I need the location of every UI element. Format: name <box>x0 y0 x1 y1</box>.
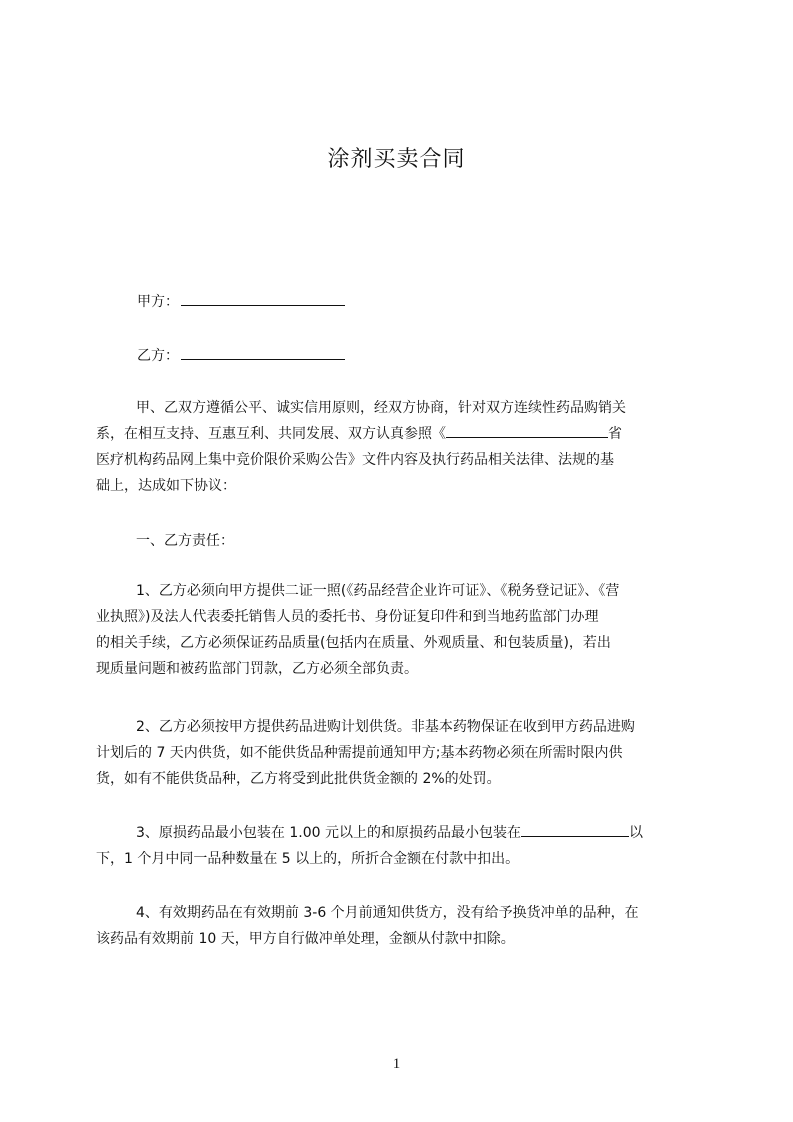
clause-3-line-1-suffix: 以 <box>628 825 643 841</box>
clause-1-line-1: 1、乙方必须向甲方提供二证一照(《药品经营企业许可证》、《税务登记证》、《营 <box>136 583 620 599</box>
intro-line-2-text: 系，在相互支持、互惠互利、共同发展、双方认真参照《 <box>96 426 446 442</box>
intro-line-2 <box>96 421 706 447</box>
announcement-name-blank <box>446 425 608 438</box>
clause-4-line-1: 4、有效期药品在有效期前 3-6 个月前通知供货方，没有给予换货冲单的品种，在 <box>136 905 639 921</box>
clause-1-line-3: 的相关手续，乙方必须保证药品质量(包括内在质量、外观质量、和包装质量)，若出 <box>96 635 611 651</box>
party-a-label: 甲方： <box>137 294 179 310</box>
party-b-blank <box>181 347 345 360</box>
clause-2 <box>96 714 706 792</box>
clause-1 <box>96 578 706 682</box>
clause-2-line-2: 计划后的 7 天内供货，如不能供货品种需提前通知甲方;基本药物必须在所需时限内供 <box>96 745 623 761</box>
clause-3 <box>96 820 706 872</box>
clause-2-line-1: 2、乙方必须按甲方提供药品进购计划供货。非基本药物保证在收到甲方药品进购 <box>136 719 635 735</box>
intro-line-1: 甲、乙双方遵循公平、诚实信用原则，经双方协商，针对双方连续性药品购销关 <box>136 400 626 416</box>
intro-line-2-suffix: 省 <box>608 426 622 442</box>
threshold-blank <box>521 824 629 837</box>
intro-line-4: 础上，达成如下协议： <box>96 478 236 494</box>
clause-3-line-1-text: 3、原损药品最小包装在 1.00 元以上的和原损药品最小包装在 <box>136 825 521 841</box>
document-title: 涂剂买卖合同 <box>327 147 466 172</box>
clause-2-line-3: 货，如有不能供货品种，乙方将受到此批供货金额的 2%的处罚。 <box>96 771 501 787</box>
party-b-label: 乙方： <box>137 348 179 364</box>
clause-1-line-2: 业执照》)及法人代表委托销售人员的委托书、身份证复印件和到当地药监部门办理 <box>96 609 599 625</box>
clause-3-line-2: 下，1 个月中同一品种数量在 5 以上的，所折合金额在付款中扣出。 <box>96 851 520 867</box>
party-b-field <box>137 345 345 365</box>
section-1-heading-text: 一、乙方责任： <box>136 533 234 549</box>
clause-1-line-4: 现质量问题和被药监部门罚款，乙方必须全部负责。 <box>96 661 418 677</box>
page-number: 1 <box>392 1056 401 1072</box>
intro-line-3: 医疗机构药品网上集中竞价限价采购公告》文件内容及执行药品相关法律、法规的基 <box>96 452 614 468</box>
clause-3-line-1 <box>96 820 706 846</box>
intro-paragraph <box>96 395 706 499</box>
clause-4-line-2: 该药品有效期前 10 天，甲方自行做冲单处理，金额从付款中扣除。 <box>96 931 515 947</box>
party-a-field <box>137 291 345 311</box>
section-1-heading <box>136 528 746 554</box>
clause-4 <box>96 900 706 952</box>
party-a-blank <box>181 293 345 306</box>
